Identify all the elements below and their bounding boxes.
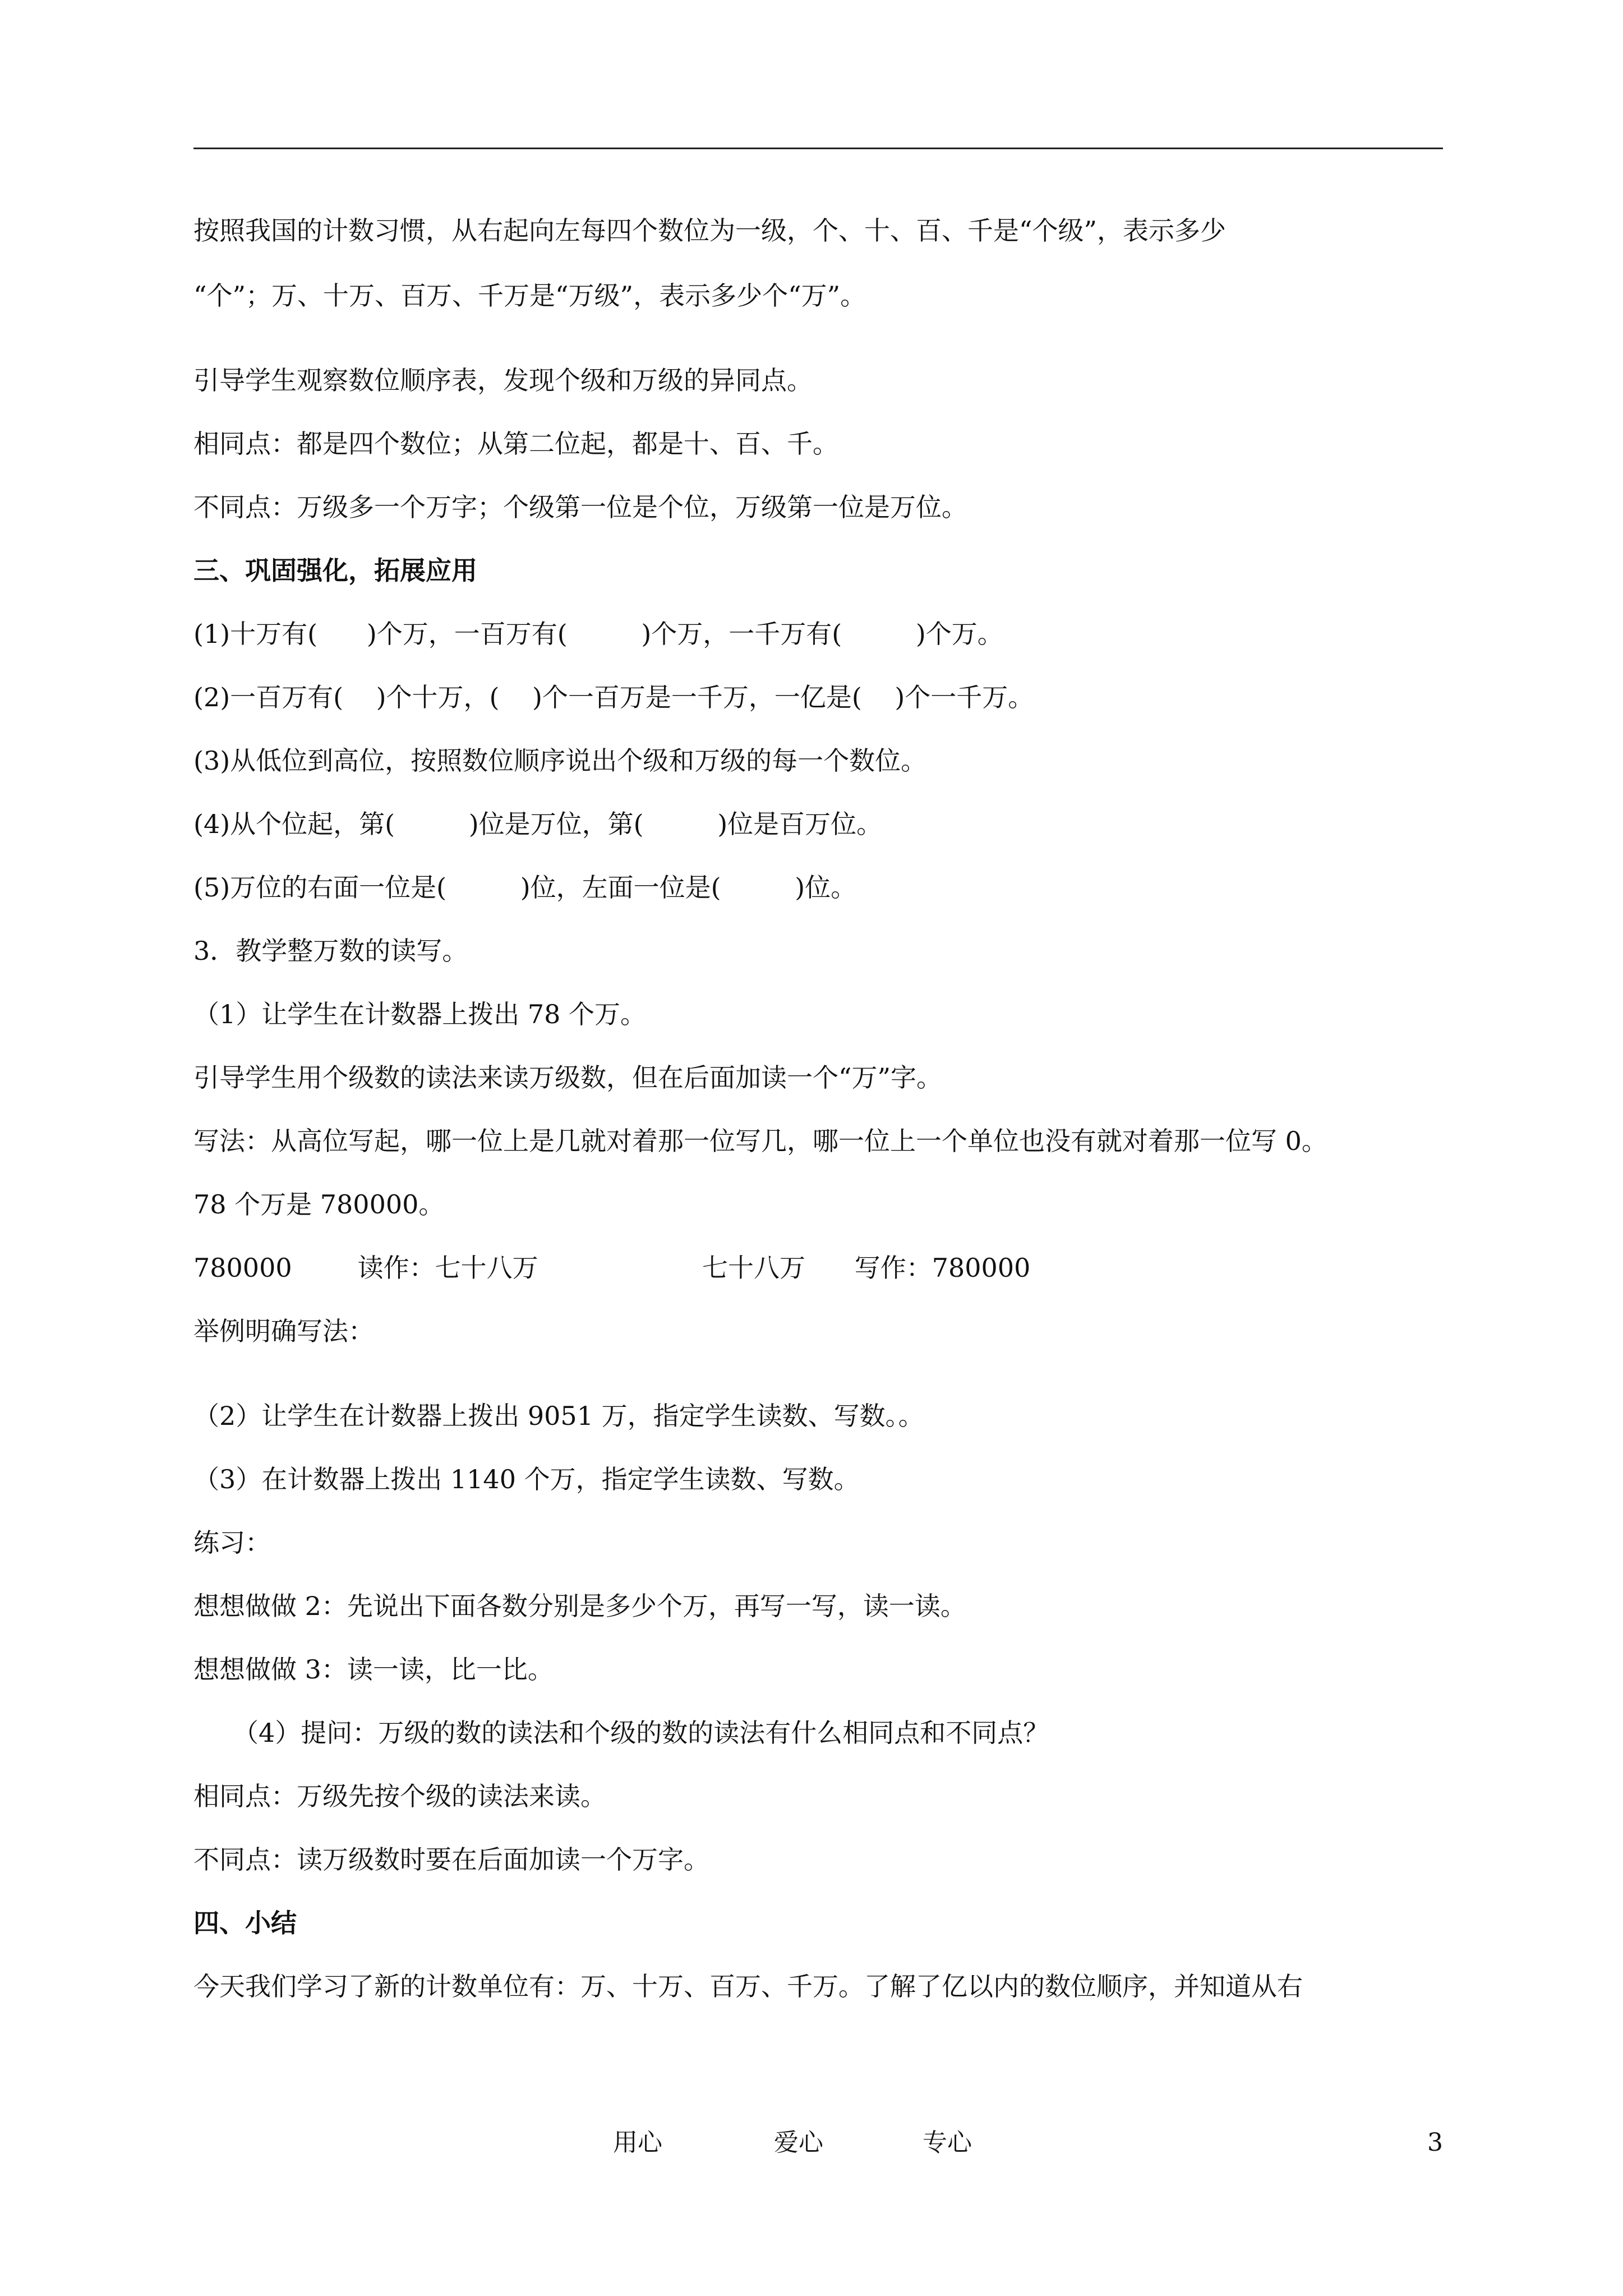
paragraph-line: （2）让学生在计数器上拨出 9051 万，指定学生读数、写数。。 [193, 1401, 924, 1431]
section-heading: 三、巩固强化，拓展应用 [193, 555, 477, 586]
paragraph-line: “个”；万、十万、百万、千万是“万级”，表示多少个“万”。 [193, 280, 866, 311]
header-rule [193, 148, 1443, 149]
paragraph-line: （3）在计数器上拨出 1140 个万，指定学生读数、写数。 [193, 1464, 860, 1494]
page-number: 3 [1427, 2128, 1443, 2157]
paragraph-line: 相同点：都是四个数位；从第二位起，都是十、百、千。 [193, 429, 838, 459]
footer-left: 用心 [613, 2128, 662, 2157]
paragraph-line: 不同点：读万级数时要在后面加读一个万字。 [193, 1844, 709, 1875]
paragraph-line: 想想做做 2：先说出下面各数分别是多少个万，再写一写，读一读。 [193, 1591, 966, 1621]
paragraph-line: 3．教学整万数的读写。 [193, 936, 468, 966]
exercise-line: (3)从低位到高位，按照数位顺序说出个级和万级的每一个数位。 [193, 746, 927, 776]
paragraph-line: 今天我们学习了新的计数单位有：万、十万、百万、千万。了解了亿以内的数位顺序，并知道从右 [193, 1971, 1303, 2001]
paragraph-line: （1）让学生在计数器上拨出 78 个万。 [193, 999, 647, 1029]
paragraph-line: 按照我国的计数习惯，从右起向左每四个数位为一级，个、十、百、千是“个级”，表示多少 [193, 215, 1227, 246]
exercise-line: (2)一百万有( )个十万，( )个一百万是一千万，一亿是( )个一千万。 [193, 682, 1034, 712]
footer-middle: 爱心 [774, 2128, 823, 2157]
paragraph-line: 举例明确写法： [193, 1316, 374, 1346]
paragraph-line: 写法：从高位写起，哪一位上是几就对着那一位写几，哪一位上一个单位也没有就对着那一位写 0。 [193, 1126, 1327, 1156]
paragraph-line: 练习： [193, 1527, 271, 1558]
paragraph-line: 78 个万是 780000。 [193, 1189, 445, 1220]
paragraph-line: 引导学生用个级数的读法来读万级数，但在后面加读一个“万”字。 [193, 1062, 943, 1093]
paragraph-line: 不同点：万级多一个万字；个级第一位是个位，万级第一位是万位。 [193, 492, 967, 522]
paragraph-line: 相同点：万级先按个级的读法来读。 [193, 1781, 606, 1811]
paragraph-line: （4）提问：万级的数的读法和个级的数的读法有什么相同点和不同点？ [233, 1718, 1049, 1748]
paragraph-line: 想想做做 3：读一读，比一比。 [193, 1654, 554, 1685]
paragraph-line: 引导学生观察数位顺序表，发现个级和万级的异同点。 [193, 365, 813, 395]
exercise-line: (5)万位的右面一位是( )位，左面一位是( )位。 [193, 872, 857, 903]
exercise-line: (1)十万有( )个万，一百万有( )个万，一千万有( )个万。 [193, 619, 1003, 649]
footer-right: 专心 [923, 2128, 972, 2157]
exercise-line: (4)从个位起，第( )位是万位，第( )位是百万位。 [193, 809, 883, 839]
paragraph-line: 780000 读作：七十八万 七十八万 写作：780000 [193, 1253, 1031, 1283]
section-heading: 四、小结 [193, 1908, 297, 1938]
